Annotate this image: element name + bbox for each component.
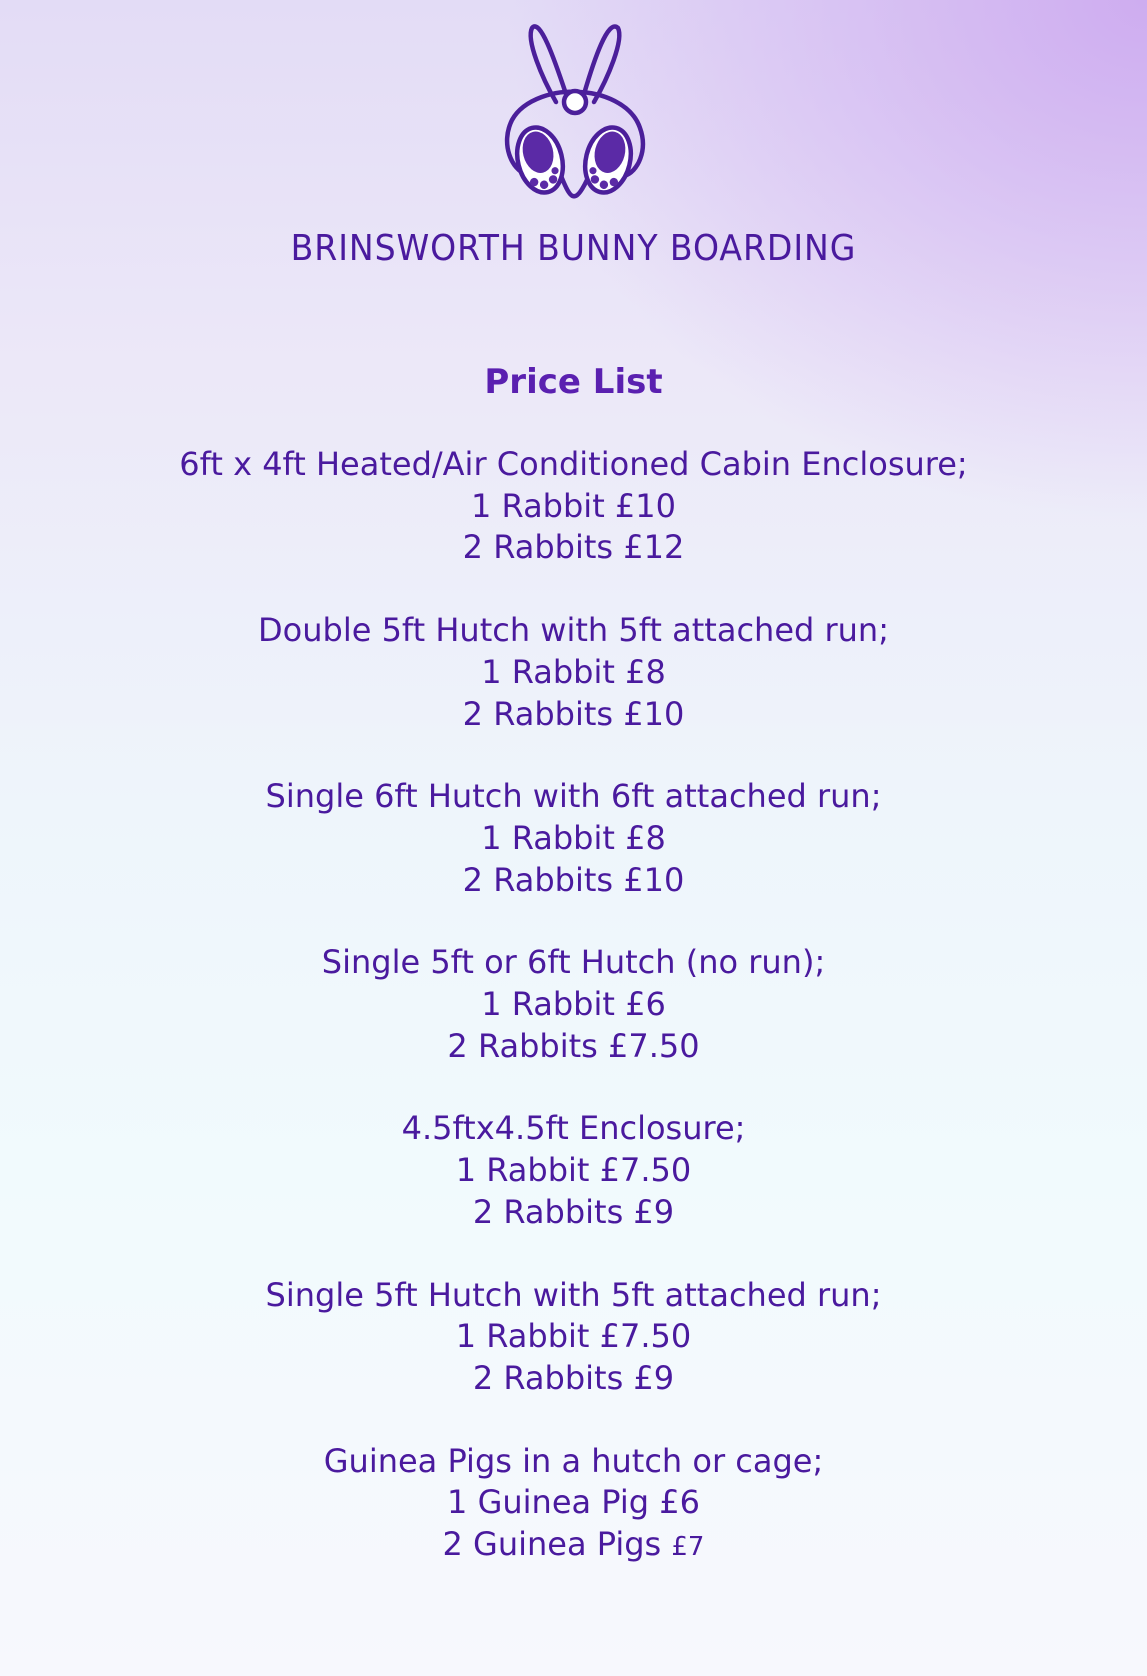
price-label: 2 Guinea Pigs xyxy=(442,1525,672,1564)
price-line xyxy=(0,1150,1147,1192)
price-line xyxy=(0,1026,1147,1068)
price-section xyxy=(0,610,1147,735)
section-heading: 6ft x 4ft Heated/Air Conditioned Cabin Enclosure; xyxy=(179,445,968,483)
section-heading: Single 5ft or 6ft Hutch (no run); xyxy=(321,943,826,982)
price-label: 1 Rabbit xyxy=(481,985,626,1024)
price-section xyxy=(0,1275,1147,1400)
price-section xyxy=(0,444,1147,569)
price-label: 1 Guinea Pig xyxy=(447,1483,660,1522)
price-label: 2 Rabbits xyxy=(462,694,624,733)
price-label: 1 Rabbit xyxy=(455,1151,600,1190)
price-value: £8 xyxy=(625,818,666,857)
price-line xyxy=(0,652,1147,694)
price-line xyxy=(0,1524,1147,1569)
price-line xyxy=(0,984,1147,1026)
price-value: £7 xyxy=(671,1532,705,1563)
price-value: £7.50 xyxy=(599,1317,692,1356)
price-value: £12 xyxy=(623,528,685,567)
price-line xyxy=(0,694,1147,736)
price-label: 2 Rabbits xyxy=(462,528,624,567)
price-value: £7.50 xyxy=(607,1026,700,1065)
price-value: £9 xyxy=(633,1192,675,1231)
price-value: £10 xyxy=(614,486,676,525)
page-title: Price List xyxy=(484,362,663,402)
price-line xyxy=(0,860,1147,902)
section-heading: Single 5ft Hutch with 5ft attached run; xyxy=(265,1275,882,1314)
section-heading: Double 5ft Hutch with 5ft attached run; xyxy=(258,611,889,650)
price-section xyxy=(0,1108,1147,1233)
price-section xyxy=(0,942,1147,1067)
price-label: 2 Rabbits xyxy=(472,1358,634,1397)
price-label: 2 Rabbits xyxy=(472,1192,634,1231)
price-value: £6 xyxy=(625,985,666,1024)
price-value: £8 xyxy=(625,652,666,691)
price-line xyxy=(0,486,1147,528)
price-label: 1 Rabbit xyxy=(481,818,626,857)
price-value: £7.50 xyxy=(599,1151,692,1190)
price-line xyxy=(0,818,1147,860)
price-line xyxy=(0,1316,1147,1358)
price-label: 2 Rabbits xyxy=(447,1026,608,1065)
section-heading: Single 6ft Hutch with 6ft attached run; xyxy=(265,777,882,816)
brand-name: BRINSWORTH BUNNY BOARDING xyxy=(290,228,857,269)
price-section xyxy=(0,776,1147,901)
price-value: £10 xyxy=(623,694,685,733)
price-line xyxy=(0,1482,1147,1524)
price-line xyxy=(0,1358,1147,1400)
price-label: 1 Rabbit xyxy=(471,486,615,525)
section-heading: 4.5ftx4.5ft Enclosure; xyxy=(401,1109,746,1148)
price-label: 1 Rabbit xyxy=(481,652,626,691)
price-value: £9 xyxy=(633,1358,675,1397)
section-heading: Guinea Pigs in a hutch or cage; xyxy=(323,1441,824,1480)
price-line xyxy=(0,1192,1147,1234)
price-section xyxy=(0,1441,1147,1569)
price-sections xyxy=(0,444,1147,1610)
price-value: £10 xyxy=(623,860,685,899)
bunny-logo-icon xyxy=(498,20,650,210)
price-label: 2 Rabbits xyxy=(462,860,624,899)
price-label: 1 Rabbit xyxy=(455,1317,600,1356)
price-value: £6 xyxy=(659,1483,700,1522)
price-line xyxy=(0,527,1147,569)
